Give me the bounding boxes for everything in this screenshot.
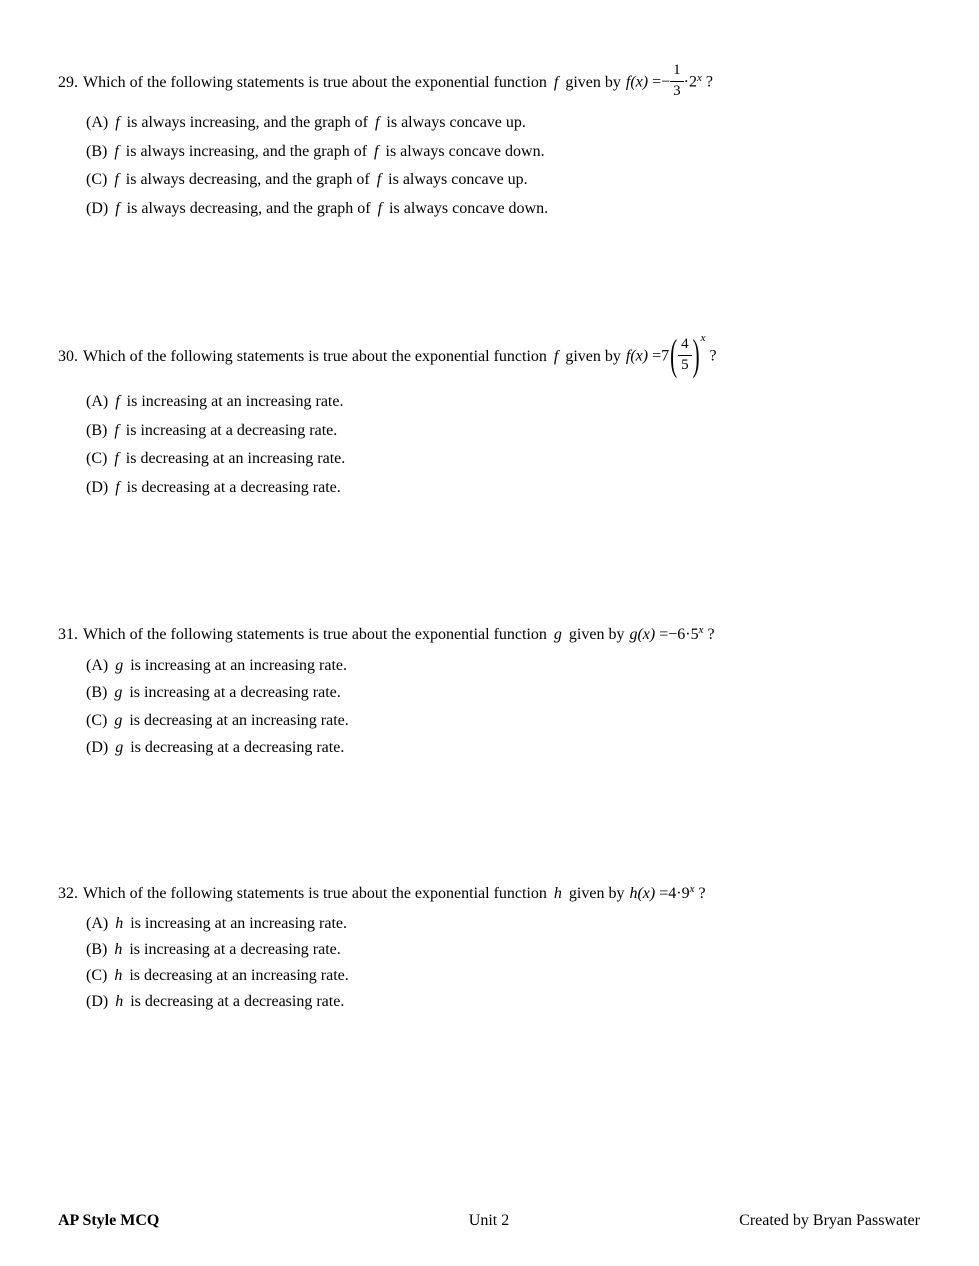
option-label: (C) <box>86 967 108 984</box>
option-text: is always concave up. <box>386 114 526 132</box>
question-30-line <box>58 326 943 388</box>
formula-arg: (x) <box>630 347 649 365</box>
option-text: is always concave down. <box>389 199 549 217</box>
option-function-symbol: f <box>114 142 119 160</box>
function-symbol: h <box>553 885 562 902</box>
formula-base: 9 <box>681 885 690 902</box>
option-function-symbol: g <box>115 739 124 757</box>
option-label: (B) <box>86 142 108 160</box>
function-symbol: g <box>553 626 562 643</box>
question-stem: Which of the following statements is true about the exponential function <box>83 626 547 643</box>
option-label: (C) <box>86 450 108 468</box>
equals-sign: = <box>652 347 662 365</box>
formula-func: g <box>629 626 638 643</box>
question-number: 29. <box>58 74 78 91</box>
fraction <box>670 62 684 100</box>
formula-exponent: x <box>697 71 702 84</box>
option-label: (B) <box>86 421 108 439</box>
option-label: (A) <box>86 656 109 674</box>
function-symbol: f <box>553 74 559 91</box>
option-label: (D) <box>86 739 109 757</box>
option-text: is increasing at a decreasing rate. <box>129 684 341 702</box>
option-function-symbol: f <box>115 199 120 217</box>
page-footer <box>58 1212 920 1230</box>
question-mark: ? <box>707 626 715 643</box>
formula-func: h <box>629 885 638 902</box>
question-31 <box>58 618 943 762</box>
formula-exponent: x <box>689 883 695 895</box>
equals-sign: = <box>652 73 662 91</box>
option-function-symbol: g <box>114 711 123 729</box>
option-b <box>86 937 943 963</box>
option-label: (C) <box>86 171 108 189</box>
fraction-numerator: 1 <box>670 62 684 81</box>
question-number: 31. <box>58 626 78 643</box>
formula-arg: (x) <box>630 73 649 91</box>
minus-sign: − <box>661 73 671 91</box>
question-mark: ? <box>698 885 706 902</box>
fraction-numerator: 4 <box>678 336 692 355</box>
option-text: is always concave down. <box>385 142 545 160</box>
question-30 <box>58 326 943 502</box>
question-stem: Which of the following statements is true about the exponential function <box>83 348 547 365</box>
options-q29 <box>86 109 943 223</box>
formula-arg: (x) <box>637 626 656 643</box>
left-paren: ( <box>670 329 678 379</box>
option-function-symbol: h <box>115 915 124 932</box>
option-function-symbol: h <box>114 967 123 984</box>
option-c <box>86 166 943 195</box>
fraction <box>678 336 692 374</box>
formula-coefficient: 7 <box>661 347 670 365</box>
right-paren: ) <box>692 329 700 379</box>
option-b <box>86 138 943 167</box>
option-d <box>86 735 943 763</box>
question-31-line <box>58 618 943 652</box>
formula-base: 5 <box>690 626 699 643</box>
question-mark: ? <box>709 347 717 365</box>
question-29-line <box>58 57 943 109</box>
option-function-symbol: f <box>115 114 120 132</box>
option-text: is always decreasing, and the graph of <box>126 199 371 217</box>
option-function-symbol: f <box>115 393 120 411</box>
formula-coefficient: 4 <box>668 885 677 902</box>
question-stem-given: given by <box>568 885 625 902</box>
option-c <box>86 445 943 474</box>
formula-q30 <box>625 329 717 379</box>
function-symbol: f <box>553 348 559 365</box>
footer-title: AP Style MCQ <box>58 1212 160 1229</box>
option-text: is decreasing at a decreasing rate. <box>130 739 345 757</box>
formula-func: f <box>625 73 631 91</box>
cdot: · <box>685 626 691 643</box>
option-function-symbol: h <box>115 993 124 1010</box>
question-29 <box>58 57 943 223</box>
fraction-denominator: 3 <box>673 82 681 99</box>
option-function-symbol: f <box>374 114 380 132</box>
option-a <box>86 911 943 937</box>
question-stem-given: given by <box>565 348 621 365</box>
question-stem-given: given by <box>565 74 621 91</box>
option-function-symbol: f <box>114 421 119 439</box>
footer-unit: Unit 2 <box>468 1212 510 1229</box>
option-label: (D) <box>86 478 109 496</box>
option-text: is increasing at an increasing rate. <box>130 915 348 932</box>
option-function-symbol: f <box>114 450 119 468</box>
option-function-symbol: g <box>114 684 123 702</box>
question-32-line <box>58 877 943 911</box>
option-text: is increasing at an increasing rate. <box>130 656 348 674</box>
formula-q31 <box>629 626 714 644</box>
question-stem-given: given by <box>568 626 625 643</box>
option-d <box>86 195 943 224</box>
option-function-symbol: f <box>377 199 383 217</box>
footer-author: Created by Bryan Passwater <box>739 1212 920 1229</box>
option-label: (D) <box>86 199 109 217</box>
option-function-symbol: f <box>374 142 379 160</box>
fraction-denominator: 5 <box>681 356 689 373</box>
option-label: (D) <box>86 993 109 1010</box>
formula-q29 <box>626 64 713 102</box>
option-d <box>86 474 943 503</box>
formula-exponent: x <box>700 331 706 344</box>
option-text: is decreasing at an increasing rate. <box>125 450 346 468</box>
option-function-symbol: f <box>115 478 120 496</box>
option-function-symbol: f <box>114 171 119 189</box>
options-q32 <box>86 911 943 1015</box>
question-number: 32. <box>58 885 78 902</box>
option-label: (A) <box>86 114 109 132</box>
option-a <box>86 652 943 680</box>
equals-sign: = <box>659 885 669 902</box>
option-text: is always increasing, and the graph of <box>125 142 368 160</box>
option-label: (C) <box>86 711 108 729</box>
cdot: · <box>683 73 689 91</box>
option-function-symbol: f <box>376 171 382 189</box>
equals-sign: = <box>659 626 669 643</box>
question-mark: ? <box>705 73 713 91</box>
option-c <box>86 707 943 735</box>
option-text: is always decreasing, and the graph of <box>125 171 370 189</box>
formula-func: f <box>625 347 631 365</box>
option-text: is always concave up. <box>388 171 528 189</box>
option-label: (B) <box>86 941 108 958</box>
option-function-symbol: g <box>115 656 124 674</box>
question-stem: Which of the following statements is true about the exponential function <box>83 74 547 91</box>
option-a <box>86 388 943 417</box>
option-d <box>86 989 943 1015</box>
option-text: is increasing at a decreasing rate. <box>129 941 341 958</box>
option-function-symbol: h <box>114 941 123 958</box>
option-c <box>86 963 943 989</box>
option-text: is decreasing at an increasing rate. <box>129 967 349 984</box>
option-text: is decreasing at a decreasing rate. <box>130 993 345 1010</box>
formula-base: 2 <box>689 73 697 91</box>
option-label: (A) <box>86 915 109 932</box>
options-q30 <box>86 388 943 502</box>
option-text: is decreasing at a decreasing rate. <box>126 478 341 496</box>
option-text: is always increasing, and the graph of <box>126 114 368 132</box>
formula-exponent: x <box>698 624 704 636</box>
option-text: is increasing at a decreasing rate. <box>125 421 338 439</box>
formula-coefficient: −6 <box>668 626 686 643</box>
option-text: is decreasing at an increasing rate. <box>129 711 349 729</box>
question-32 <box>58 877 943 1015</box>
question-stem: Which of the following statements is true about the exponential function <box>83 885 547 902</box>
formula-arg: (x) <box>637 885 656 902</box>
option-label: (B) <box>86 684 108 702</box>
formula-q32 <box>629 885 705 903</box>
option-b <box>86 417 943 446</box>
option-b <box>86 680 943 708</box>
options-q31 <box>86 652 943 762</box>
option-text: is increasing at an increasing rate. <box>126 393 344 411</box>
option-label: (A) <box>86 393 109 411</box>
cdot: · <box>676 885 682 902</box>
question-number: 30. <box>58 348 78 365</box>
option-a <box>86 109 943 138</box>
